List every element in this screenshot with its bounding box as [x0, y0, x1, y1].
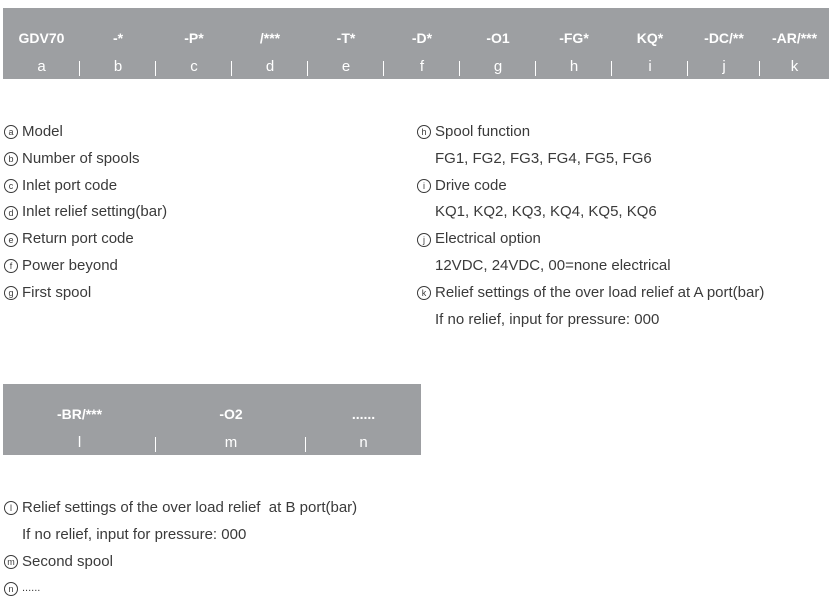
legend-label: Spool function: [435, 123, 531, 140]
circled-letter-icon: i: [417, 179, 431, 193]
legend-label: First spool: [22, 283, 92, 301]
letter-g: g: [460, 57, 536, 77]
code-f: -D*: [411, 30, 433, 46]
circled-letter-icon: k: [417, 286, 431, 300]
legend-item-i: [417, 173, 764, 200]
spool-code-bar: [3, 384, 421, 455]
legend-item-m: [4, 549, 357, 576]
circled-letter-icon: h: [417, 125, 431, 139]
legend-item-n: [4, 575, 357, 602]
legend-label: Return port code: [22, 230, 134, 248]
legend-label: Relief settings of the over load relief at B port(bar): [22, 499, 358, 516]
legend-bottom: [4, 495, 357, 602]
legend-item-f: [4, 253, 167, 280]
circled-letter-icon: d: [4, 206, 18, 220]
code-l: -BR/***: [56, 406, 103, 422]
circled-letter-icon: c: [4, 179, 18, 193]
legend-label: Electrical option: [435, 230, 541, 248]
circled-letter-icon: e: [4, 233, 18, 247]
letter-f: f: [384, 57, 460, 77]
legend-item-k: [417, 280, 764, 307]
legend-note-k: If no relief, input for pressure: 000: [435, 310, 660, 328]
code-h: -FG*: [559, 30, 589, 46]
legend-values-j: 12VDC, 24VDC, 00=none electrical: [435, 256, 671, 274]
legend-label: ......: [22, 582, 41, 595]
legend-label: Number of spools: [22, 149, 140, 167]
letter-row: [3, 57, 829, 77]
letter-k: k: [790, 58, 799, 75]
legend-values-i: KQ1, KQ2, KQ3, KQ4, KQ5, KQ6: [435, 203, 657, 221]
letter-l: l: [3, 433, 156, 453]
code-g: -O1: [486, 30, 510, 46]
circled-letter-icon: f: [4, 259, 18, 273]
legend-item-d: [4, 199, 167, 226]
model-code-bar: [3, 8, 829, 79]
legend-label: Inlet relief setting(bar): [22, 203, 168, 221]
circled-letter-icon: b: [4, 152, 18, 166]
legend-item-j: [417, 226, 764, 253]
letter-a: a: [3, 57, 80, 77]
letter-d: d: [232, 57, 308, 77]
code-a: GDV70: [18, 30, 65, 46]
code-k: -AR/***: [771, 30, 818, 46]
letter-h: h: [536, 57, 612, 77]
circled-letter-icon: m: [4, 555, 18, 569]
code-i: KQ*: [636, 30, 664, 46]
code-j: -DC/**: [704, 30, 744, 46]
legend-item-e: [4, 226, 167, 253]
code-row: [3, 404, 421, 424]
letter-i: i: [612, 57, 688, 77]
legend-note-l: If no relief, input for pressure: 000: [22, 525, 247, 543]
circled-letter-icon: j: [417, 233, 431, 247]
letter-e: e: [308, 57, 384, 77]
letter-j: j: [688, 57, 760, 77]
code-b: -*: [112, 30, 124, 46]
legend-label: Second spool: [22, 552, 113, 570]
circled-letter-icon: n: [4, 582, 18, 596]
legend-label: Relief settings of the over load relief at A port(bar): [435, 283, 765, 301]
letter-c: c: [156, 57, 232, 77]
legend-item-g: [4, 280, 167, 307]
circled-letter-icon: g: [4, 286, 18, 300]
legend-item-a: [4, 119, 167, 146]
letter-m: m: [156, 433, 306, 453]
legend-item-b: [4, 146, 167, 173]
legend-values-h: FG1, FG2, FG3, FG4, FG5, FG6: [435, 149, 652, 167]
circled-letter-icon: a: [4, 125, 18, 139]
legend-item-c: [4, 173, 167, 200]
legend-label: Power beyond: [22, 256, 118, 274]
code-row: [3, 28, 829, 48]
code-m: -O2: [219, 406, 243, 422]
letter-row: [3, 433, 421, 453]
legend-label: Inlet port code: [22, 176, 118, 194]
code-c: -P*: [184, 30, 204, 46]
legend-left: [4, 119, 167, 307]
legend-item-h: [417, 119, 764, 146]
legend-right: [417, 119, 764, 333]
letter-n: n: [359, 434, 368, 451]
legend-item-l: [4, 495, 357, 522]
code-n: ......: [351, 406, 376, 422]
letter-b: b: [80, 57, 156, 77]
circled-letter-icon: l: [4, 501, 18, 515]
legend-label: Model: [22, 123, 63, 140]
code-e: -T*: [336, 30, 356, 46]
legend-label: Drive code: [435, 176, 507, 194]
code-d: /***: [259, 30, 281, 46]
